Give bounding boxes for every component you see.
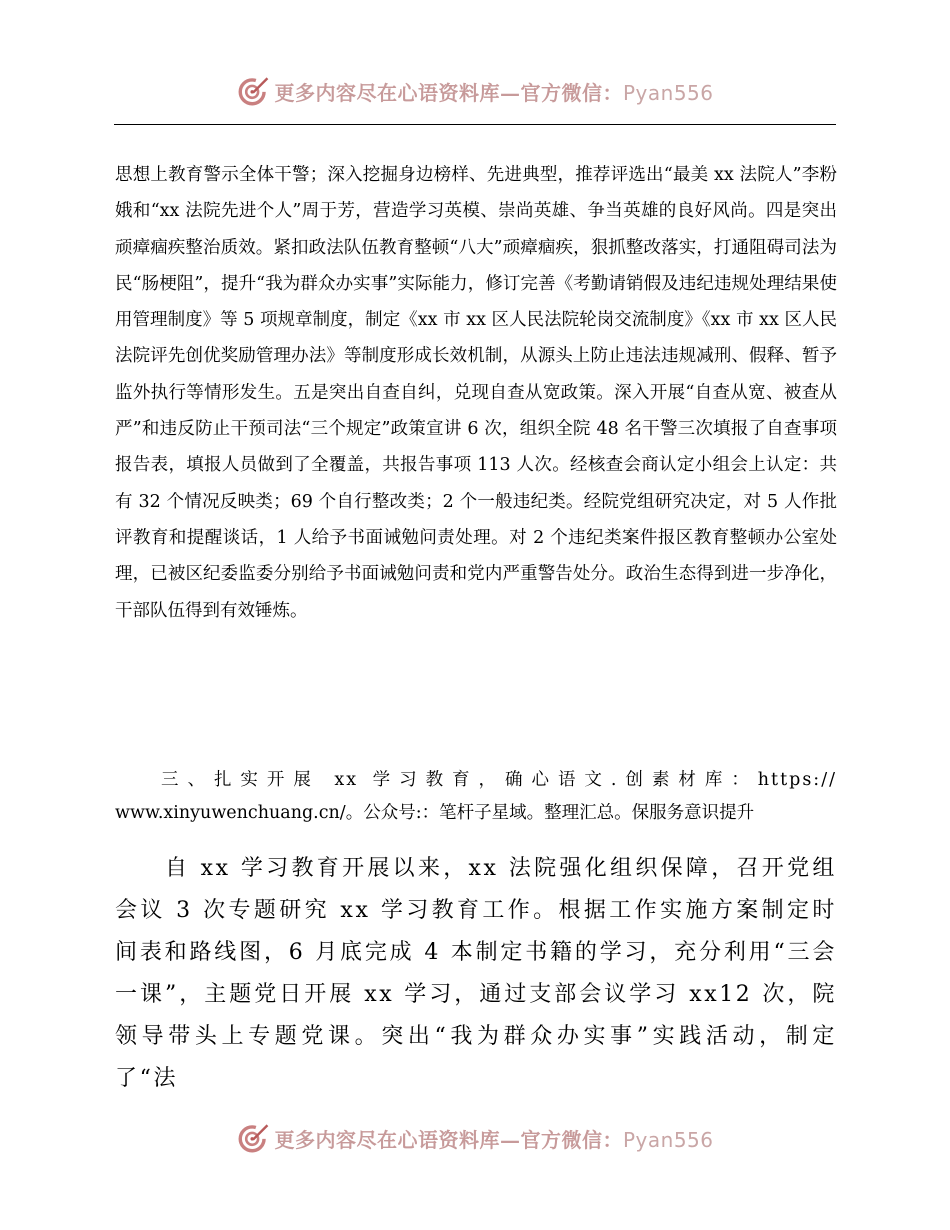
watermark-text: 更多内容尽在心语资料库—官方微信：Pyan556: [274, 1127, 714, 1152]
section-heading: [115, 764, 837, 830]
watermark-header: [0, 66, 950, 116]
pen-circle-logo-icon: [236, 74, 270, 108]
pen-circle-logo-icon: [236, 1121, 270, 1155]
paragraph-section-body: 自 xx 学习教育开展以来，xx 法院强化组织保障，召开党组会议 3 次专题研究 xx 学习教育工作。根据工作实施方案制定时间表和路线图，6 月底完成 4 本制定书籍的学习，充分利用“三会一课”，主题党日开展 xx 学习，通过支部会议学习 xx12 次，院领导带头上专题党课。突出“我为群众办实事”实践活动，制定了“法: [115, 856, 837, 1091]
paragraph-continuation: 思想上教育警示全体干警；深入挖掘身边榜样、先进典型，推荐评选出“最美 xx 法院人”李粉娥和“xx 法院先进个人”周于芳，营造学习英模、崇尚英雄、争当英雄的良好风尚。四是突出顽瘴痼疾整治质效。紧扣政法队伍教育整顿“八大”顽瘴痼疾，狠抓整改落实，打通阻碍司法为民“肠梗阻”，提升“我为群众办实事”实际能力，修订完善《考勤请销假及违纪违规处理结果使用管理制度》等 5 项规章制度，制定《xx 市 xx 区人民法院轮岗交流制度》《xx 市 xx 区人民法院评先创优奖励管理办法》等制度形成长效机制，从源头上防止违法违规减刑、假释、暂予监外执行等情形发生。五是突出自查自纠，兑现自查从宽政策。深入开展“自查从宽、被查从严”和违反防止干预司法“三个规定”政策宣讲 6 次，组织全院 48 名干警三次填报了自查事项报告表，填报人员做到了全覆盖，共报告事项 113 人次。经核查会商认定小组会上认定：共有 32 个情况反映类；69 个自行整改类；2 个一般违纪类。经院党组研究决定，对 5 人作批评教育和提醒谈话，1 人给予书面诫勉问责处理。对 2 个违纪类案件报区教育整顿办公室处理，已被区纪委监委分别给予书面诫勉问责和党内严重警告处分。政治生态得到进一步净化，干部队伍得到有效锤炼。: [115, 165, 837, 621]
watermark-footer: [0, 1113, 950, 1163]
header-divider: [114, 124, 836, 125]
section-heading-line-1: 三、扎实开展 xx 学习教育，确心语文.创素材库：https://: [161, 770, 837, 790]
section-heading-line-2: www.xinyuwenchuang.cn/。公众号:：笔杆子星域。整理汇总。保服务意识提升: [115, 803, 755, 823]
watermark-text: 更多内容尽在心语资料库—官方微信：Pyan556: [274, 80, 714, 105]
